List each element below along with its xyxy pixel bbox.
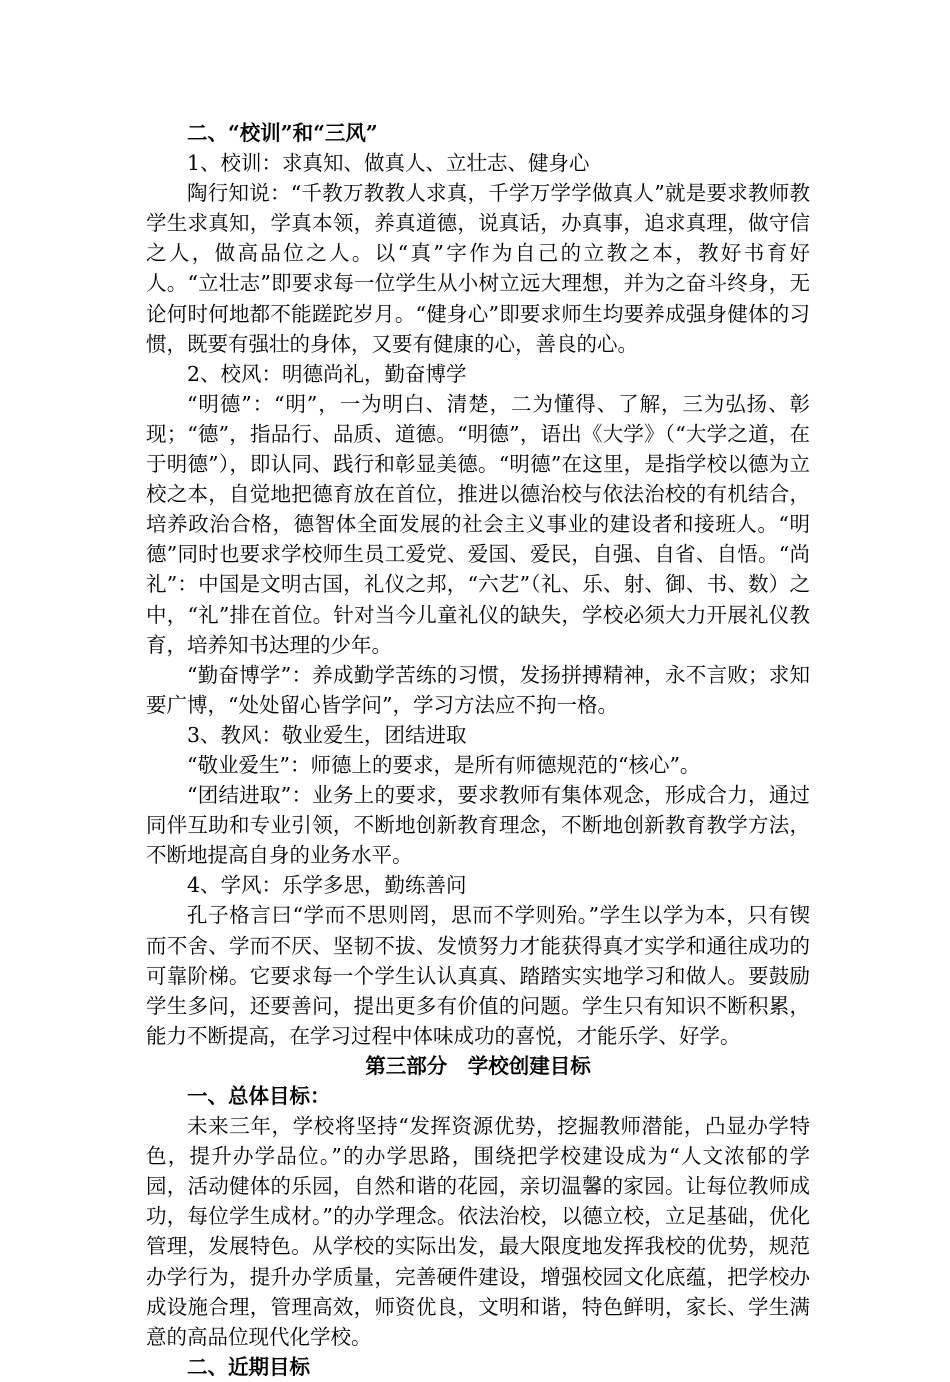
section-heading-motto-styles: 二、“校训”和“三风” bbox=[187, 121, 378, 145]
subheading-teaching-style: 3、教风：敬业爱生，团结进取 bbox=[187, 722, 467, 747]
paragraph-motto-explanation: 陶行知说：“千教万教教人求真，千学万学学做真人”就是要求教师教学生求真知，学真本领，养真道德，说真话，办真事，追求真理，做守信之人，做高品位之人。以“真”字作为自己的立教之本，教好书育好人。“立壮志”即要求每一位学生从小树立远大理想，并为之奋斗终身，无论何时何地都不能蹉跎岁月。“健身心”即要求师生均要养成强身健体的习惯，既要有强壮的身体，又要有健康的心，善良的心。 bbox=[146, 181, 810, 356]
subheading-study-style: 4、学风：乐学多思，勤练善问 bbox=[187, 873, 467, 898]
paragraph-overall-goal: 未来三年，学校将坚持“发挥资源优势，挖掘教师潜能，凸显办学特色，提升办学品位。”的办学思路，围绕把学校建设成为“人文浓郁的学园，活动健体的乐园，自然和谐的花园，亲切温馨的家园。让每位教师成功，每位学生成材。”的办学理念。依法治校，以德立校，立足基础，优化管理，发展特色。从学校的实际出发，最大限度地发挥我校的优势，规范办学行为，提升办学质量，完善硬件建设，增强校园文化底蕴，把学校办成设施合理，管理高效，师资优良，文明和谐，特色鲜明，家长、学生满意的高品位现代化学校。 bbox=[146, 1114, 810, 1349]
part-three-heading: 第三部分 学校创建目标 bbox=[365, 1053, 591, 1078]
paragraph-mingde-shangli: “明德”：“明”，一为明白、清楚，二为懂得、了解，三为弘扬、彰现；“德”，指品行、品质、道德。“明德”，语出《大学》（“大学之道，在于明德”），即认同、践行和彰显美德。“明德”在这里，是指学校以德为立校之本，自觉地把德育放在首位，推进以德治校与依法治校的有机结合，培养政治合格，德智体全面发展的社会主义事业的建设者和接班人。“明德”同时也要求学校师生员工爱党、爱国、爱民，自强、自省、自悟。“尚礼”：中国是文明古国，礼仪之邦，“六艺”（礼、乐、射、御、书、数）之中，“礼”排在首位。针对当今儿童礼仪的缺失，学校必须大力开展礼仪教育，培养知书达理的少年。 bbox=[146, 391, 810, 657]
paragraph-tuanjie-jinqu: “团结进取”：业务上的要求，要求教师有集体观念，形成合力，通过同伴互助和专业引领，不断地创新教育理念，不断地创新教育教学方法，不断地提高自身的业务水平。 bbox=[146, 783, 810, 868]
paragraph-qinfen-boxue: “勤奋博学”：养成勤学苦练的习惯，发扬拼搏精神，永不言败；求知要广博，“处处留心皆学问”，学习方法应不拘一格。 bbox=[146, 662, 810, 717]
paragraph-jingye-aisheng: “敬业爱生”：师德上的要求，是所有师德规范的“核心”。 bbox=[187, 752, 701, 777]
section-heading-near-term-goal: 二、近期目标 bbox=[187, 1354, 310, 1379]
subheading-school-style: 2、校风：明德尚礼，勤奋博学 bbox=[187, 361, 467, 386]
section-heading-overall-goal: 一、总体目标： bbox=[187, 1084, 331, 1108]
document-page bbox=[146, 118, 810, 1382]
paragraph-confucius-quote: 孔子格言曰“学而不思则罔，思而不学则殆。”学生以学为本，只有锲而不舍、学而不厌、坚韧不拔、发愤努力才能获得真才实学和通往成功的可靠阶梯。它要求每一个学生认认真真、踏踏实实地学习和做人。要鼓励学生多问，还要善问，提出更多有价值的问题。学生只有知识不断积累，能力不断提高，在学习过程中体味成功的喜悦，才能乐学、好学。 bbox=[146, 903, 810, 1048]
subheading-school-motto: 1、校训：求真知、做真人、立壮志、健身心 bbox=[187, 151, 590, 176]
